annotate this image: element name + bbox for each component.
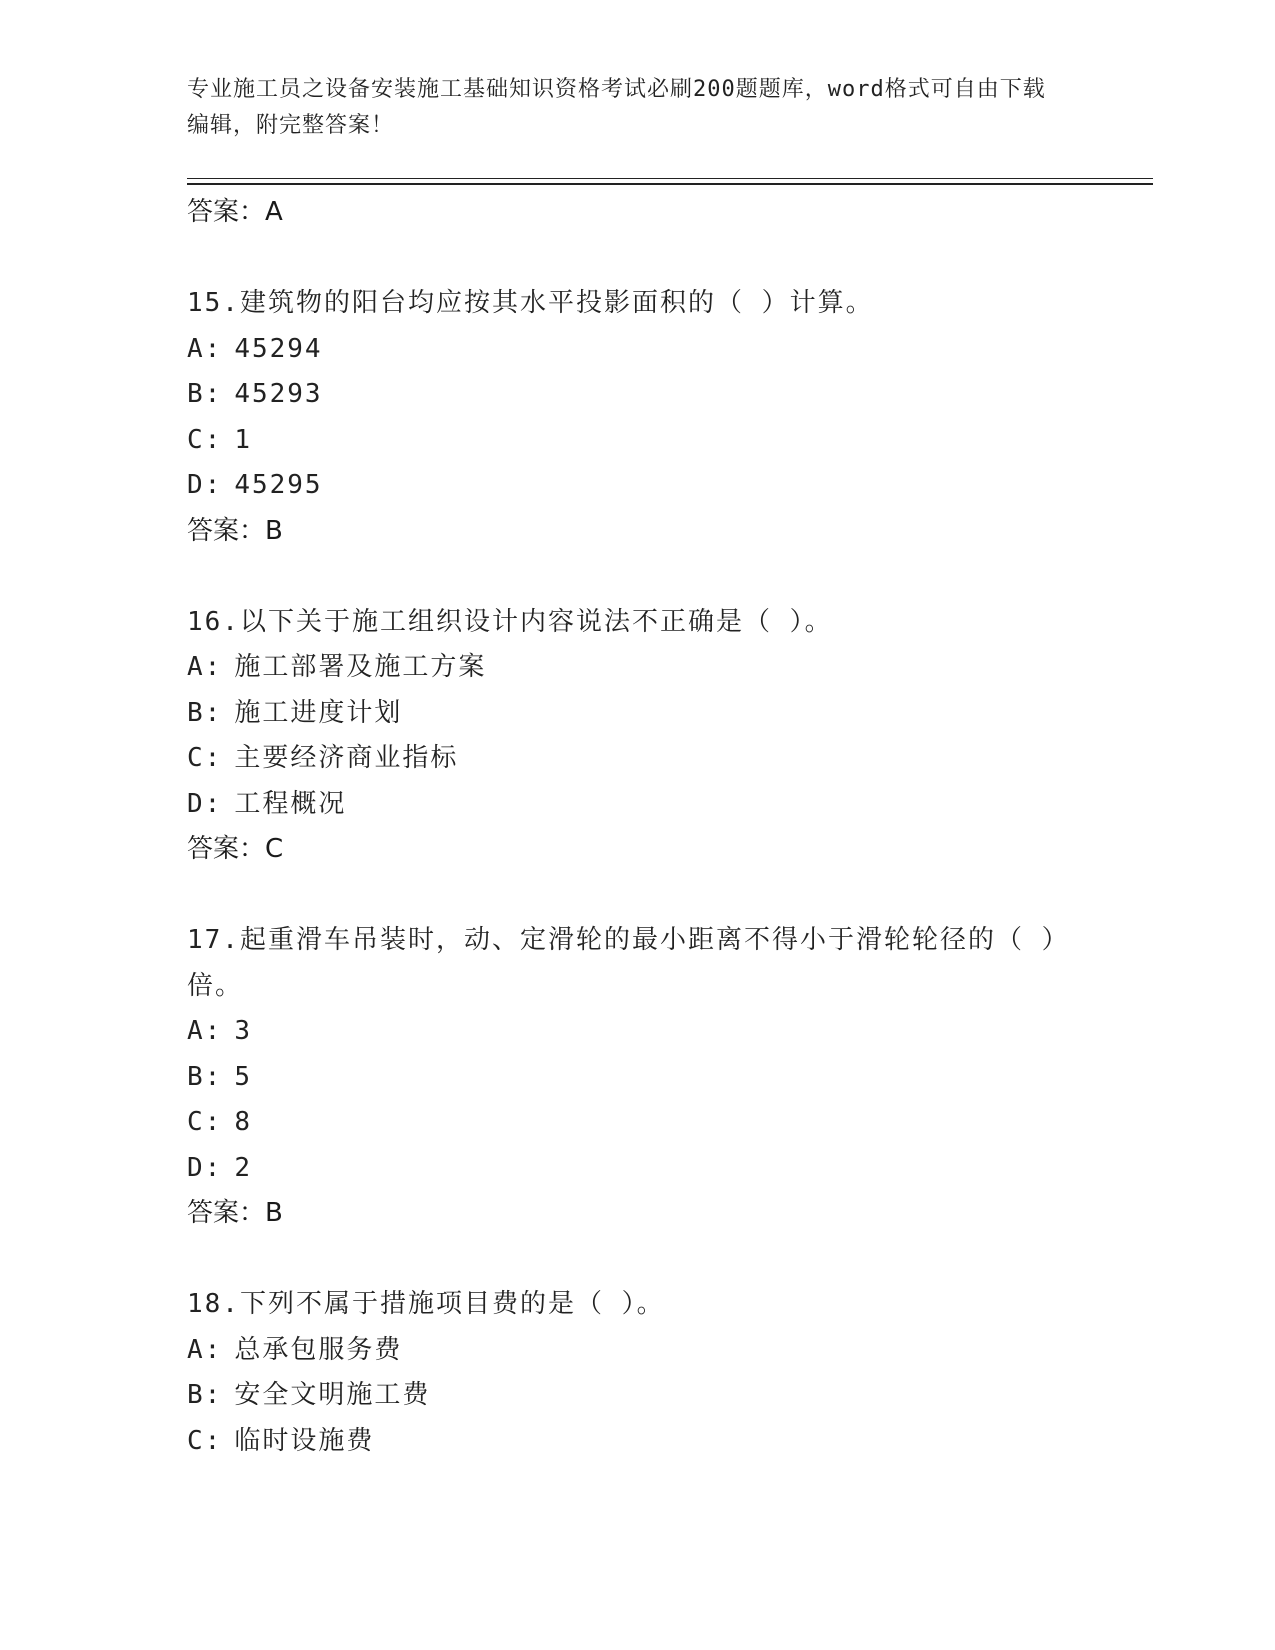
question-18 <box>187 1282 1067 1464</box>
question-text: 16.以下关于施工组织设计内容说法不正确是（ ）。 <box>187 606 833 637</box>
option-c <box>187 1419 1067 1465</box>
option-value: 施工进度计划 <box>234 697 403 728</box>
option-value: 临时设施费 <box>234 1425 375 1456</box>
option-label: C: <box>187 424 223 455</box>
option-b <box>187 1373 1067 1419</box>
option-a <box>187 327 1067 373</box>
option-b <box>187 691 1067 737</box>
option-value: 3 <box>234 1016 252 1046</box>
option-label: A: <box>187 333 223 364</box>
option-label: B: <box>187 1380 223 1410</box>
question-17 <box>187 918 1067 1235</box>
option-label: D: <box>187 1152 223 1183</box>
option-a <box>187 645 1067 691</box>
option-c <box>187 1100 1067 1146</box>
option-value: 45294 <box>234 333 323 364</box>
question-list <box>187 190 1067 1464</box>
option-label: A: <box>187 1016 223 1046</box>
option-a <box>187 1009 1067 1055</box>
option-value: 45295 <box>234 470 323 500</box>
option-c <box>187 736 1067 782</box>
option-value: 工程概况 <box>234 788 347 819</box>
option-label: D: <box>187 470 223 500</box>
option-value: 1 <box>234 424 252 455</box>
option-label: C: <box>187 743 223 773</box>
option-b <box>187 372 1067 418</box>
option-label: A: <box>187 1334 223 1365</box>
option-label: D: <box>187 788 223 819</box>
question-15 <box>187 281 1067 553</box>
option-value: 2 <box>234 1152 252 1183</box>
option-label: A: <box>187 652 223 682</box>
option-value: 45293 <box>234 379 323 409</box>
option-d <box>187 1146 1067 1192</box>
option-d <box>187 463 1067 509</box>
answer-15: 答案：B <box>187 515 283 546</box>
option-value: 安全文明施工费 <box>234 1380 431 1410</box>
answer-17: 答案：B <box>187 1198 283 1228</box>
answer-16: 答案：C <box>187 834 284 864</box>
header-divider <box>187 178 1153 179</box>
option-value: 施工部署及施工方案 <box>234 652 487 682</box>
option-label: B: <box>187 697 223 728</box>
question-text: 15.建筑物的阳台均应按其水平投影面积的（ ）计算。 <box>187 288 874 318</box>
answer-14: 答案：A <box>187 197 283 227</box>
option-label: B: <box>187 379 223 409</box>
question-text: 18.下列不属于措施项目费的是（ ）。 <box>187 1289 665 1319</box>
page-header: 专业施工员之设备安装施工基础知识资格考试必刷200题题库，word格式可自由下载编辑，附完整答案！ <box>187 77 1046 138</box>
option-label: C: <box>187 1425 223 1456</box>
option-a <box>187 1328 1067 1374</box>
option-value: 5 <box>234 1061 252 1092</box>
question-16 <box>187 600 1067 872</box>
option-d <box>187 782 1067 828</box>
option-c <box>187 418 1067 464</box>
question-text: 17.起重滑车吊装时，动、定滑轮的最小距离不得小于滑轮轮径的（ ）倍。 <box>187 925 1057 1001</box>
option-b <box>187 1055 1067 1101</box>
option-label: C: <box>187 1107 223 1137</box>
option-value: 主要经济商业指标 <box>234 743 459 773</box>
option-value: 8 <box>234 1107 252 1137</box>
header-divider-thick <box>187 183 1153 185</box>
option-label: B: <box>187 1061 223 1092</box>
option-value: 总承包服务费 <box>234 1334 403 1365</box>
